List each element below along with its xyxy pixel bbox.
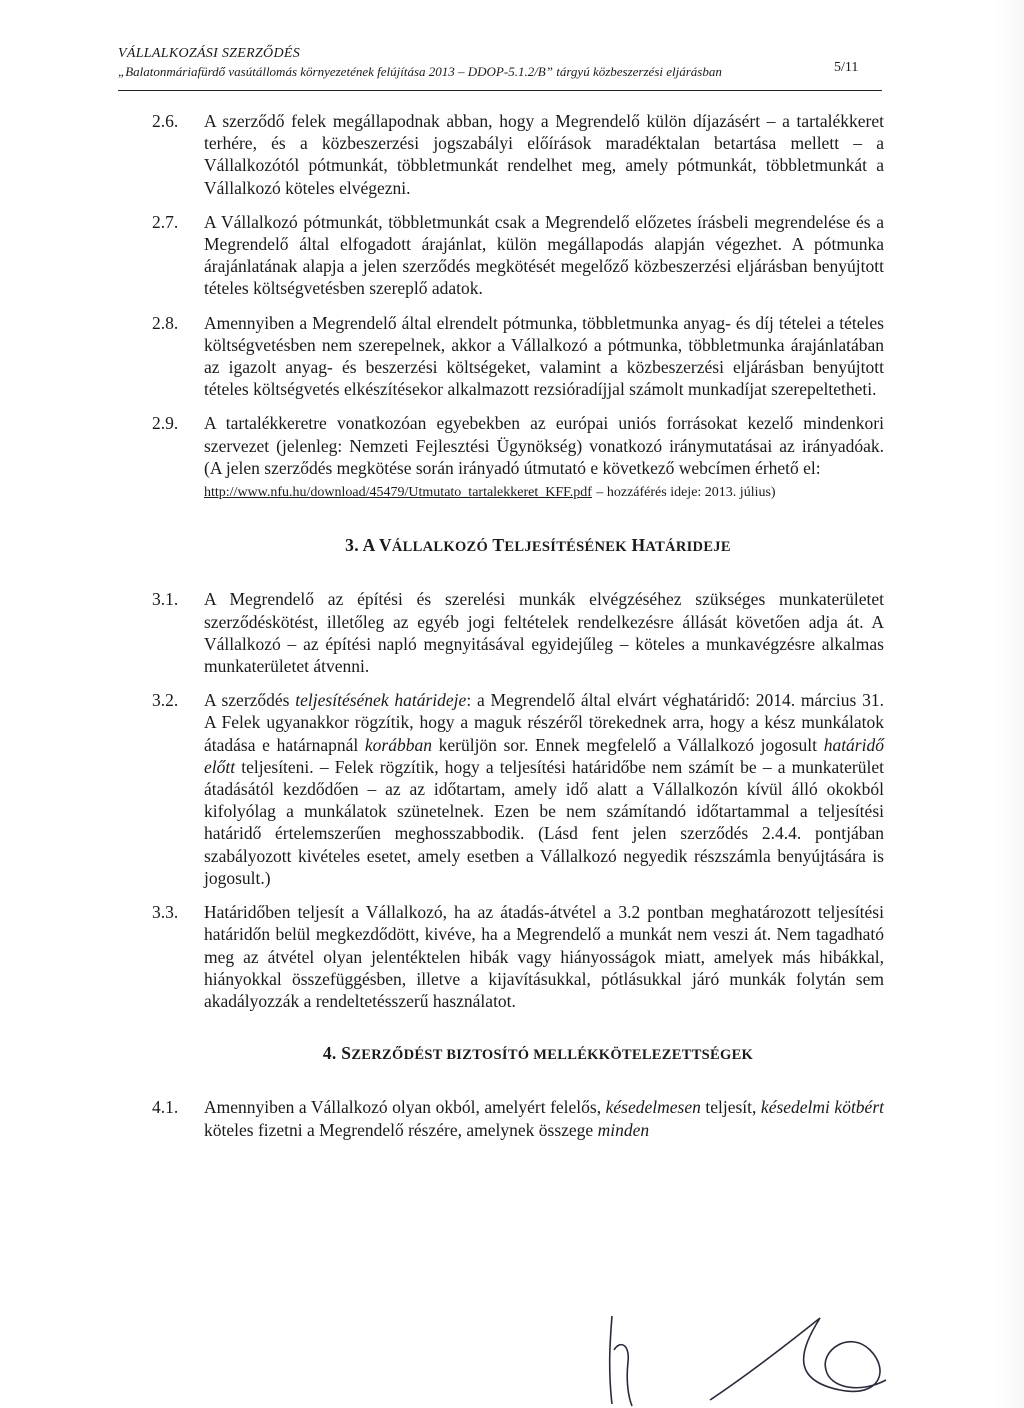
section-title-part: T <box>488 535 505 556</box>
clause-emphasis: korábban <box>364 734 432 755</box>
section-title-part: S <box>341 1043 352 1064</box>
clause-number: 2.9. <box>152 413 179 434</box>
section-number: 3. <box>345 535 359 556</box>
clause-text: kerüljön sor. Ennek megfelelő a Vállalkozó jogosult <box>431 734 824 755</box>
signature-initial-one <box>610 1316 632 1406</box>
clause-text: A tartalékkeretre vonatkozóan egyebekben az európai uniós forrásokat kezelő mindenkori szervezet (jelenleg: Nemzeti Fejlesztési Ügynökség) vonatkozó iránymutatásai az irányadóak. (A jelen szerződés megkötése során irányadó útmutató e következő webcímen érhető el: <box>204 413 884 478</box>
clause-text: köteles fizetni a Megrendelő részére, amelynek összege <box>204 1119 598 1140</box>
section-title-part: ELJESÍTÉSÉNEK <box>504 539 627 556</box>
page-number: 5/11 <box>834 60 859 75</box>
clause-emphasis: késedelmi kötbért <box>760 1097 885 1118</box>
scan-edge-shadow <box>994 0 1024 1408</box>
clause-emphasis: teljesítésének határideje <box>295 690 467 711</box>
document-body <box>152 110 884 1153</box>
clause-number: 2.7. <box>152 211 179 232</box>
section-title-part: ATÁRIDEJE <box>645 539 731 556</box>
clause-number: 3.1. <box>152 589 179 610</box>
header-subtitle: „Balatonmáriafürdő vasútállomás környezetének felújítása 2013 – DDOP-5.1.2/B” tárgyú közbeszerzési eljárásban <box>118 64 722 79</box>
section-4-heading <box>152 1042 884 1066</box>
clause-2-9 <box>152 412 884 504</box>
clause-text: : a Megrendelő által elvárt véghatáridő: 2014. március 31. A Felek ugyanakkor rögzítik, hogy a maguk részéről törekednek arra, hogy a kész munkálatok átadása e határnapnál <box>204 690 884 755</box>
section-title-part: A V <box>362 535 392 556</box>
page-header <box>118 46 882 80</box>
clause-text: Határidőben teljesít a Vállalkozó, ha az átadás-átvétel a 3.2 pontban meghatározott teljesítési határidőn belül megkezdődött, kivéve, ha a Megrendelő a munkát nem veszi át. Nem tagadható meg az átvétel olyan jelentéktelen hibák vagy hiányosságok miatt, amelyek más hibákkal, hiányokkal összefüggésben, illetve a kijavításukkal, pótlásukkal járó munkák folytán sem akadályozzák a rendeltetésszerű használatot. <box>204 902 884 1011</box>
clause-text: A Vállalkozó pótmunkát, többletmunkát csak a Megrendelő előzetes írásbeli megrendelése és a Megrendelő által elfogadott árajánlat, külön megállapodás alapján végezhet. A pótmunka árajánlatának alapja a jelen szerződés megkötését megelőző közbeszerzési eljárásban benyújtott tételes költségvetésben szereplő adatok. <box>204 211 884 299</box>
clause-number: 3.3. <box>152 902 179 923</box>
clause-text: teljesíteni. – Felek rögzítik, hogy a teljesítési határidőbe nem számít be – a munkaterület átadásától kezdődően – az az időtartam, amely idő alatt a Vállalkozón kívül álló okokból kifolyólag a munkálatok szünetelnek. Ezen be nem számítandó időtartammal a teljesítési határidő értelemszerűen meghosszabbodik. (Lásd fent jelen szerződés 2.4.4. pontjában szabályozott kivételes esetet, amely esetben a Vállalkozó negyedik részszámla benyújtására is jogosult.) <box>204 756 884 888</box>
clause-text: Amennyiben a Vállalkozó olyan okból, amelyért felelős, <box>204 1097 606 1118</box>
section-title-part: ÁLLALKOZÓ <box>391 539 489 556</box>
clause-number: 4.1. <box>152 1097 179 1118</box>
signature-initial-two <box>710 1318 886 1400</box>
header-title: VÁLLALKOZÁSI SZERZŐDÉS <box>118 46 301 61</box>
clause-text: A szerződés <box>204 690 296 711</box>
clause-emphasis: határidő előtt <box>204 734 884 777</box>
section-title-part: ZERZŐDÉST BIZTOSÍTÓ MELLÉKKÖTELEZETTSÉGEK <box>351 1047 754 1064</box>
clause-text: teljesít, <box>700 1097 761 1118</box>
clause-number: 2.6. <box>152 111 179 131</box>
guide-link[interactable]: http://www.nfu.hu/download/45479/Utmutato_tartalekkeret_KFF.pdf <box>204 485 592 501</box>
section-number: 4. <box>322 1043 337 1064</box>
clause-emphasis: késedelmesen <box>605 1097 701 1118</box>
clause-text: A Megrendelő az építési és szerelési munkák elvégzéséhez szükséges munkaterületet szerződéskötést, illetőleg az egyéb jogi feltételek rendelkezésre állását követően adja át. A Vállalkozó – az építési napló megnyitásával egyidejűleg – köteles a munkavégzésre alkalmas munkaterületet átvenni. <box>204 589 884 677</box>
clause-number: 2.8. <box>152 312 179 333</box>
clause-text: A szerződő felek megállapodnak abban, hogy a Megrendelő külön díjazásért – a tartalékkeret terhére, és a közbeszerzési jogszabályi előírások maradéktalan betartása mellett – a Vállalkozótól pótmunkát, többletmunkát rendelhet meg, amely pótmunkát, többletmunkát a Vállalkozó köteles elvégezni. <box>204 111 884 198</box>
handwritten-signatures <box>590 1310 890 1408</box>
clause-3-1 <box>152 588 884 677</box>
clause-2-7 <box>152 211 884 300</box>
clause-number: 3.2. <box>152 690 179 711</box>
section-title-part: H <box>626 535 646 556</box>
clause-3-2 <box>152 689 884 889</box>
section-3-heading <box>152 534 884 558</box>
clause-4-1 <box>152 1096 884 1140</box>
clause-2-8 <box>152 312 884 401</box>
clause-emphasis: minden <box>597 1119 650 1140</box>
clause-2-6 <box>152 110 884 199</box>
access-date: – hozzáférés ideje: 2013. július) <box>596 485 776 501</box>
clause-3-3 <box>152 901 884 1012</box>
clause-text: Amennyiben a Megrendelő által elrendelt pótmunka, többletmunka anyag- és díj tételei a tételes költségvetésben nem szerepelnek, akkor a Vállalkozó a pótmunka, többletmunka árajánlatában az igazolt anyag- és beszerzési költségeket, valamint a közbeszerzési eljárásban benyújtott tételes költségvetés elkészítésekor alkalmazott rezsióradíjjal számolt munkadíjat szerepeltetheti. <box>204 312 884 400</box>
header-rule <box>118 90 882 91</box>
